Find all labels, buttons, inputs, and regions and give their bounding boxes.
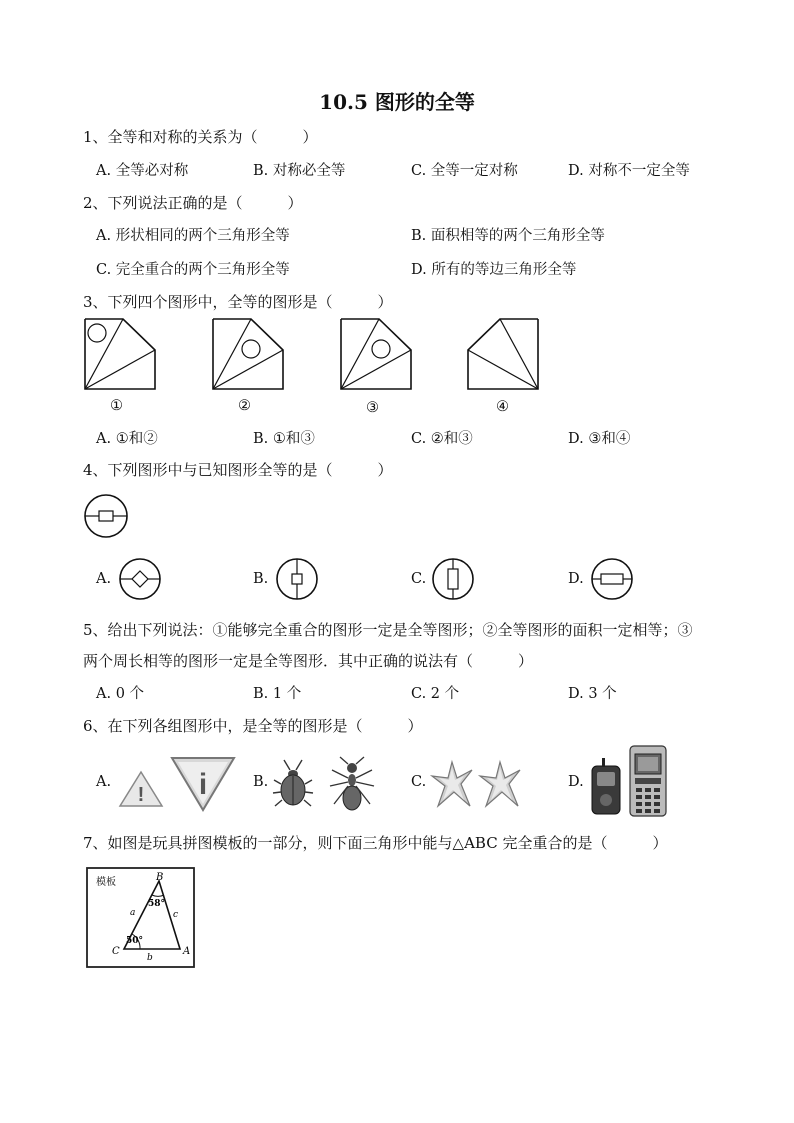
q6-option-a-figure[interactable] <box>118 756 238 812</box>
q3-figure-4 <box>466 318 546 392</box>
q3-label-1: ① <box>110 398 123 414</box>
info-glyph: i <box>198 768 208 801</box>
q5-option-c[interactable]: C. 2 个 <box>411 686 460 702</box>
question-2: 2、下列说法正确的是（ ） <box>83 194 303 212</box>
q4-option-b-figure[interactable] <box>275 558 321 602</box>
q4-option-c[interactable]: C. <box>411 571 427 587</box>
starfish-icon <box>480 762 520 806</box>
q4-option-b[interactable]: B. <box>253 571 269 587</box>
q3-option-d[interactable]: D. ③和④ <box>568 431 631 447</box>
q6-option-b[interactable]: B. <box>253 774 269 790</box>
q4-option-a[interactable]: A. <box>96 571 112 587</box>
q2-option-b[interactable]: B. 面积相等的两个三角形全等 <box>411 228 605 244</box>
q5-option-d[interactable]: D. 3 个 <box>568 686 617 702</box>
beetle-icon <box>273 760 313 806</box>
mobile-phone-icon <box>630 746 666 816</box>
question-7: 7、如图是玩具拼图模板的一部分，则下面三角形中能与△ABC 完全重合的是（ ） <box>83 834 668 852</box>
warning-glyph: ! <box>137 784 145 806</box>
q3-option-b[interactable]: B. ①和③ <box>253 431 315 447</box>
question-4: 4、下列图形中与已知图形全等的是（ ） <box>83 461 393 479</box>
q5-option-a[interactable]: A. 0 个 <box>96 686 145 702</box>
q3-figure-3 <box>339 318 419 392</box>
q2-option-d[interactable]: D. 所有的等边三角形全等 <box>411 262 577 278</box>
board-label: 模板 <box>96 877 116 888</box>
q4-option-d-figure[interactable] <box>590 558 636 602</box>
q6-option-c[interactable]: C. <box>411 774 427 790</box>
q3-label-3: ③ <box>366 400 379 416</box>
ant-icon <box>330 757 374 810</box>
q3-option-a[interactable]: A. ①和② <box>96 431 158 447</box>
q3-figure-1 <box>83 318 163 392</box>
question-6: 6、在下列各组图形中，是全等的图形是（ ） <box>83 717 423 735</box>
question-5-line-2: 两个周长相等的图形一定是全等图形．其中正确的说法有（ ） <box>83 652 534 670</box>
vertex-b-label: B <box>156 872 164 883</box>
q2-option-c[interactable]: C. 完全重合的两个三角形全等 <box>96 262 290 278</box>
q6-option-b-figure[interactable] <box>270 756 380 812</box>
side-b-label: b <box>147 953 153 963</box>
q3-figure-2 <box>211 318 291 392</box>
q1-option-a[interactable]: A. 全等必对称 <box>96 163 189 179</box>
q4-given-figure <box>84 494 130 540</box>
flip-phone-icon <box>592 758 620 814</box>
q7-template-figure <box>86 867 196 969</box>
starfish-icon <box>432 762 472 806</box>
question-3: 3、下列四个图形中，全等的图形是（ ） <box>83 293 393 311</box>
q3-label-2: ② <box>238 398 251 414</box>
page-title: 10.5 图形的全等 <box>319 90 475 114</box>
q6-option-c-figure[interactable] <box>430 760 522 810</box>
q3-option-c[interactable]: C. ②和③ <box>411 431 473 447</box>
angle-b-label: 58° <box>148 899 166 909</box>
question-1: 1、全等和对称的关系为（ ） <box>83 128 318 146</box>
side-c-label: c <box>173 910 179 920</box>
side-a-label: a <box>130 908 136 918</box>
q1-option-d[interactable]: D. 对称不一定全等 <box>568 163 690 179</box>
question-5-line-1: 5、给出下列说法：①能够完全重合的图形一定是全等图形；②全等图形的面积一定相等；③ <box>83 621 693 639</box>
q5-option-b[interactable]: B. 1 个 <box>253 686 302 702</box>
q4-option-a-figure[interactable] <box>118 558 164 602</box>
q6-option-d[interactable]: D. <box>568 774 584 790</box>
q1-option-c[interactable]: C. 全等一定对称 <box>411 163 518 179</box>
q4-option-c-figure[interactable] <box>431 558 477 602</box>
q6-option-a[interactable]: A. <box>96 774 112 790</box>
vertex-c-label: C <box>112 946 120 957</box>
q4-option-d[interactable]: D. <box>568 571 584 587</box>
q3-label-4: ④ <box>496 399 509 415</box>
q6-option-d-figure[interactable] <box>586 744 670 820</box>
q2-option-a[interactable]: A. 形状相同的两个三角形全等 <box>96 228 290 244</box>
vertex-a-label: A <box>183 946 191 957</box>
angle-c-label: 50° <box>126 936 144 946</box>
q1-option-b[interactable]: B. 对称必全等 <box>253 163 346 179</box>
